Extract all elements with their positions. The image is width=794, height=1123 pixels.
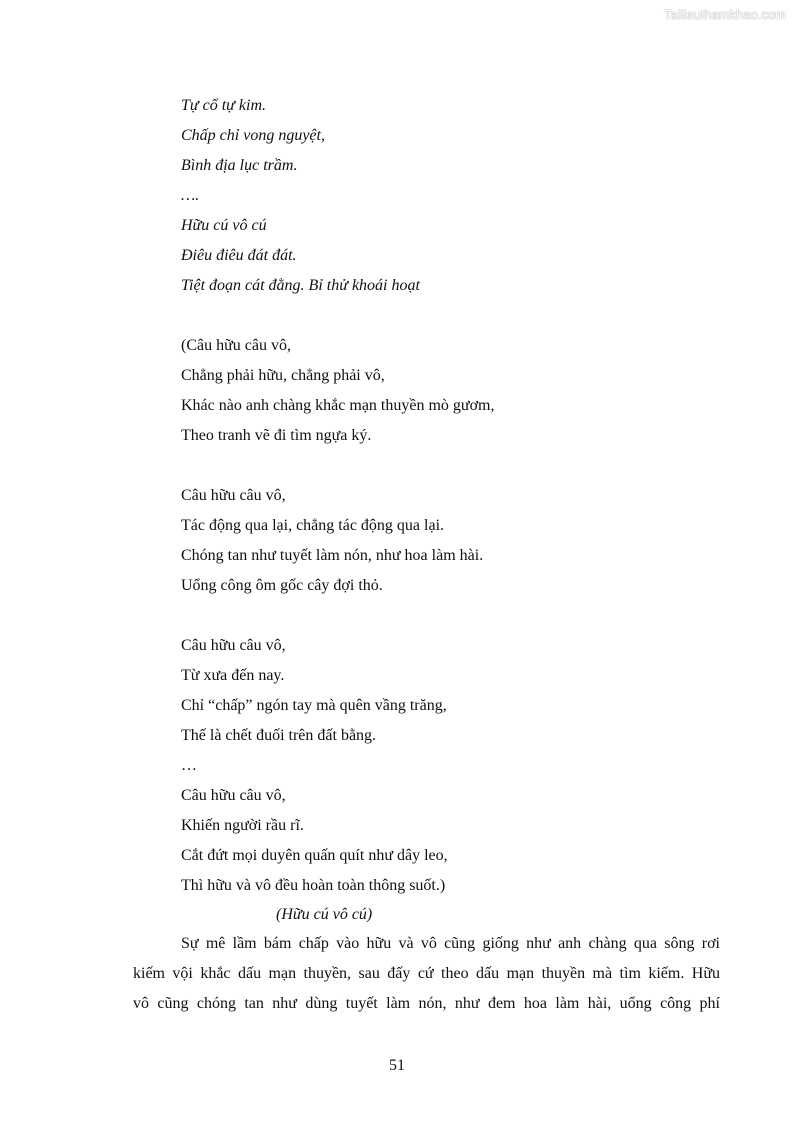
- translation-line: Chóng tan như tuyết làm nón, như hoa làm hài.: [181, 547, 484, 564]
- translation-line: Uổng công ôm gốc cây đợi thỏ.: [181, 577, 383, 594]
- translation-line: (Câu hữu câu vô,: [181, 337, 291, 354]
- watermark: Tailieuthamkhao.com: [663, 7, 786, 22]
- poem-line: Điêu điêu đát đát.: [181, 247, 297, 264]
- translation-line: Thì hữu và vô đều hoàn toàn thông suốt.): [181, 877, 446, 894]
- poem-line: Tự cổ tự kim.: [181, 97, 266, 114]
- translation-line: Câu hữu câu vô,: [181, 487, 286, 504]
- poem-line: Hữu cú vô cú: [181, 217, 267, 234]
- translation-line: Tác động qua lại, chẳng tác động qua lại.: [181, 517, 445, 534]
- body-paragraph: [133, 929, 720, 1019]
- translation-line: Khác nào anh chàng khắc mạn thuyền mò gươm,: [181, 397, 495, 414]
- poem-ellipsis: ….: [181, 187, 200, 204]
- translation-ellipsis: …: [181, 757, 197, 774]
- translation-line: Từ xưa đến nay.: [181, 667, 285, 684]
- translation-line: Khiến người rầu rĩ.: [181, 817, 304, 834]
- translation-line: Chẳng phải hữu, chẳng phải vô,: [181, 367, 385, 384]
- poem-line: Tiệt đoạn cát đằng. Bỉ thử khoái hoạt: [181, 277, 420, 294]
- translation-line: Câu hữu câu vô,: [181, 787, 286, 804]
- translation-line: Chỉ “chấp” ngón tay mà quên vầng trăng,: [181, 697, 447, 714]
- page-number: 51: [389, 1057, 405, 1074]
- paragraph-line: kiếm vội khắc dấu mạn thuyền, sau đấy cứ theo dấu mạn thuyền mà tìm kiếm. Hữu: [133, 965, 720, 982]
- poem-line: Chấp chỉ vong nguyệt,: [181, 127, 325, 144]
- translation-line: Theo tranh vẽ đi tìm ngựa ký.: [181, 427, 372, 444]
- poem-caption: (Hữu cú vô cú): [276, 906, 373, 923]
- translation-line: Cắt đứt mọi duyên quấn quít như dây leo,: [181, 847, 448, 864]
- translation-line: Thế là chết đuối trên đất bằng.: [181, 727, 377, 744]
- translation-line: Câu hữu câu vô,: [181, 637, 286, 654]
- poem-line: Bình địa lục trầm.: [181, 157, 298, 174]
- paragraph-line: vô cũng chóng tan như dùng tuyết làm nón, như đem hoa làm hài, uổng công phí: [133, 995, 720, 1012]
- paragraph-line: Sự mê lầm bám chấp vào hữu và vô cũng giống như anh chàng qua sông rơi: [181, 935, 720, 952]
